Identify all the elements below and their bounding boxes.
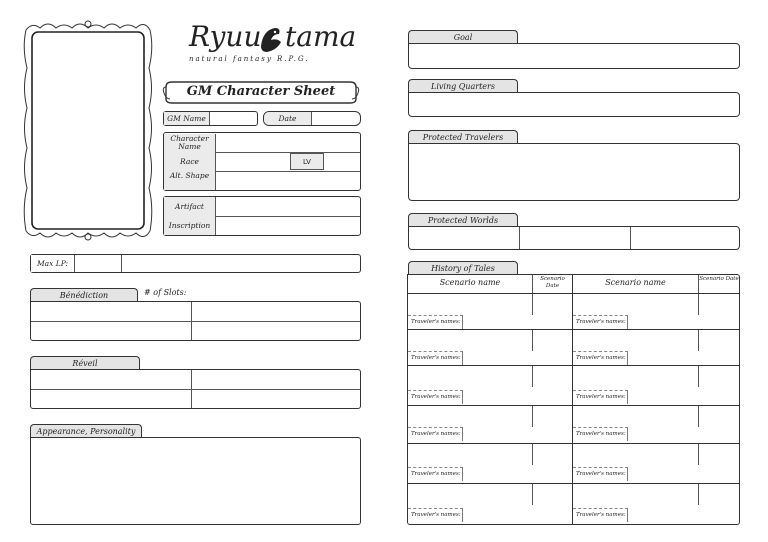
scenario-date-cell[interactable] — [532, 484, 572, 505]
protected-world-cell[interactable] — [520, 227, 630, 249]
max-lp-label: Max LP: — [31, 255, 75, 272]
travelers-names-field[interactable]: Traveler's names: — [573, 351, 628, 365]
goal-tab: Goal — [408, 30, 518, 44]
date-label: Date — [264, 112, 312, 125]
dragon-icon — [257, 24, 283, 54]
scenario-name-cell[interactable] — [573, 294, 698, 315]
scenario-name-cell[interactable] — [408, 406, 532, 427]
scenario-name-cell[interactable] — [573, 366, 698, 387]
goal-input[interactable] — [408, 43, 740, 69]
scenario-name-cell[interactable] — [573, 444, 698, 465]
travelers-names-field[interactable]: Traveler's names: — [573, 315, 628, 329]
scenario-name-cell[interactable] — [573, 406, 698, 427]
ryuutama-logo — [185, 22, 355, 72]
travelers-names-field[interactable]: Traveler's names: — [408, 427, 463, 441]
protected-travelers-input[interactable] — [408, 143, 740, 201]
protected-world-cell[interactable] — [409, 227, 519, 249]
logo-text-ryuu: Ryuu — [189, 20, 262, 53]
scenario-date-cell[interactable] — [532, 294, 572, 315]
alt-shape-label: Alt. Shape — [164, 171, 216, 190]
history-of-tales-table — [407, 274, 740, 525]
ornament-border-icon — [22, 18, 154, 243]
character-name-label: Character Name — [164, 134, 216, 152]
artifact-block — [163, 196, 361, 236]
scenario-name-cell[interactable] — [408, 484, 532, 505]
portrait-frame — [22, 18, 154, 243]
reveil-cell[interactable] — [192, 370, 360, 389]
reveil-table — [30, 369, 361, 409]
benediction-cell[interactable] — [192, 322, 360, 340]
scenario-name-cell[interactable] — [408, 330, 532, 351]
reveil-cell[interactable] — [31, 390, 191, 408]
scenario-date-cell[interactable] — [532, 444, 572, 465]
travelers-names-field[interactable]: Traveler's names: — [408, 390, 463, 404]
inscription-input[interactable] — [216, 216, 360, 235]
scenario-date-cell[interactable] — [532, 366, 572, 387]
scenario-date-cell[interactable] — [532, 330, 572, 351]
scenario-date-cell[interactable] — [532, 406, 572, 427]
slots-label: # of Slots: — [144, 288, 187, 297]
scenario-date-cell[interactable] — [698, 366, 739, 387]
character-info-block — [163, 132, 361, 191]
gm-name-label: GM Name — [164, 112, 210, 125]
alt-shape-input[interactable] — [216, 171, 360, 190]
scenario-name-cell[interactable] — [573, 484, 698, 505]
logo-subtitle: natural fantasy R.P.G. — [189, 55, 310, 63]
scenario-date-cell[interactable] — [698, 294, 739, 315]
scenario-date-cell[interactable] — [698, 330, 739, 351]
race-label: Race — [164, 152, 216, 171]
travelers-names-field[interactable]: Traveler's names: — [573, 467, 628, 481]
artifact-input[interactable] — [216, 197, 360, 216]
benediction-tab: Bénédiction — [30, 288, 138, 302]
living-quarters-input[interactable] — [408, 92, 740, 117]
history-of-tales-tab: History of Tales — [408, 261, 518, 275]
travelers-names-field[interactable]: Traveler's names: — [408, 467, 463, 481]
benediction-cell[interactable] — [31, 322, 191, 340]
scenario-date-cell[interactable] — [698, 484, 739, 505]
travelers-names-field[interactable]: Traveler's names: — [408, 351, 463, 365]
reveil-cell[interactable] — [31, 370, 191, 389]
scenario-date-cell[interactable] — [698, 444, 739, 465]
protected-worlds-table — [408, 226, 740, 250]
date-field[interactable] — [263, 111, 361, 126]
scenario-name-header: Scenario name — [605, 278, 666, 287]
travelers-names-field[interactable]: Traveler's names: — [573, 508, 628, 522]
artifact-label: Artifact — [164, 197, 216, 216]
protected-worlds-tab: Protected Worlds — [408, 213, 518, 227]
scenario-date-header: Scenario Date — [540, 276, 565, 289]
scenario-date-header: Scenario Date — [699, 276, 739, 282]
appearance-textarea[interactable] — [30, 437, 361, 525]
scenario-date-cell[interactable] — [698, 406, 739, 427]
protected-world-cell[interactable] — [631, 227, 739, 249]
lv-label: LV — [290, 153, 324, 170]
gm-name-field[interactable] — [163, 111, 258, 126]
travelers-names-field[interactable]: Traveler's names: — [573, 390, 628, 404]
travelers-names-field[interactable]: Traveler's names: — [408, 315, 463, 329]
page-title: GM Character Sheet — [186, 84, 336, 99]
benediction-table — [30, 301, 361, 341]
lv-input[interactable] — [324, 152, 360, 171]
benediction-cell[interactable] — [192, 302, 360, 321]
race-input[interactable] — [216, 152, 288, 171]
travelers-names-field[interactable]: Traveler's names: — [408, 508, 463, 522]
max-lp-field[interactable] — [30, 254, 361, 273]
scenario-name-cell[interactable] — [573, 330, 698, 351]
travelers-names-field[interactable]: Traveler's names: — [573, 427, 628, 441]
character-name-input[interactable] — [216, 133, 360, 152]
scenario-name-header: Scenario name — [439, 278, 501, 287]
protected-travelers-tab: Protected Travelers — [408, 130, 518, 144]
scenario-name-cell[interactable] — [408, 294, 532, 315]
scenario-name-cell[interactable] — [408, 444, 532, 465]
title-scroll — [162, 79, 360, 105]
living-quarters-tab: Living Quarters — [408, 79, 518, 93]
appearance-tab: Appearance, Personality — [30, 424, 142, 438]
benediction-cell[interactable] — [31, 302, 191, 321]
reveil-cell[interactable] — [192, 390, 360, 408]
inscription-label: Inscription — [164, 216, 216, 235]
reveil-tab: Réveil — [30, 356, 140, 370]
scenario-name-cell[interactable] — [408, 366, 532, 387]
logo-text-tama: tama — [285, 20, 357, 53]
